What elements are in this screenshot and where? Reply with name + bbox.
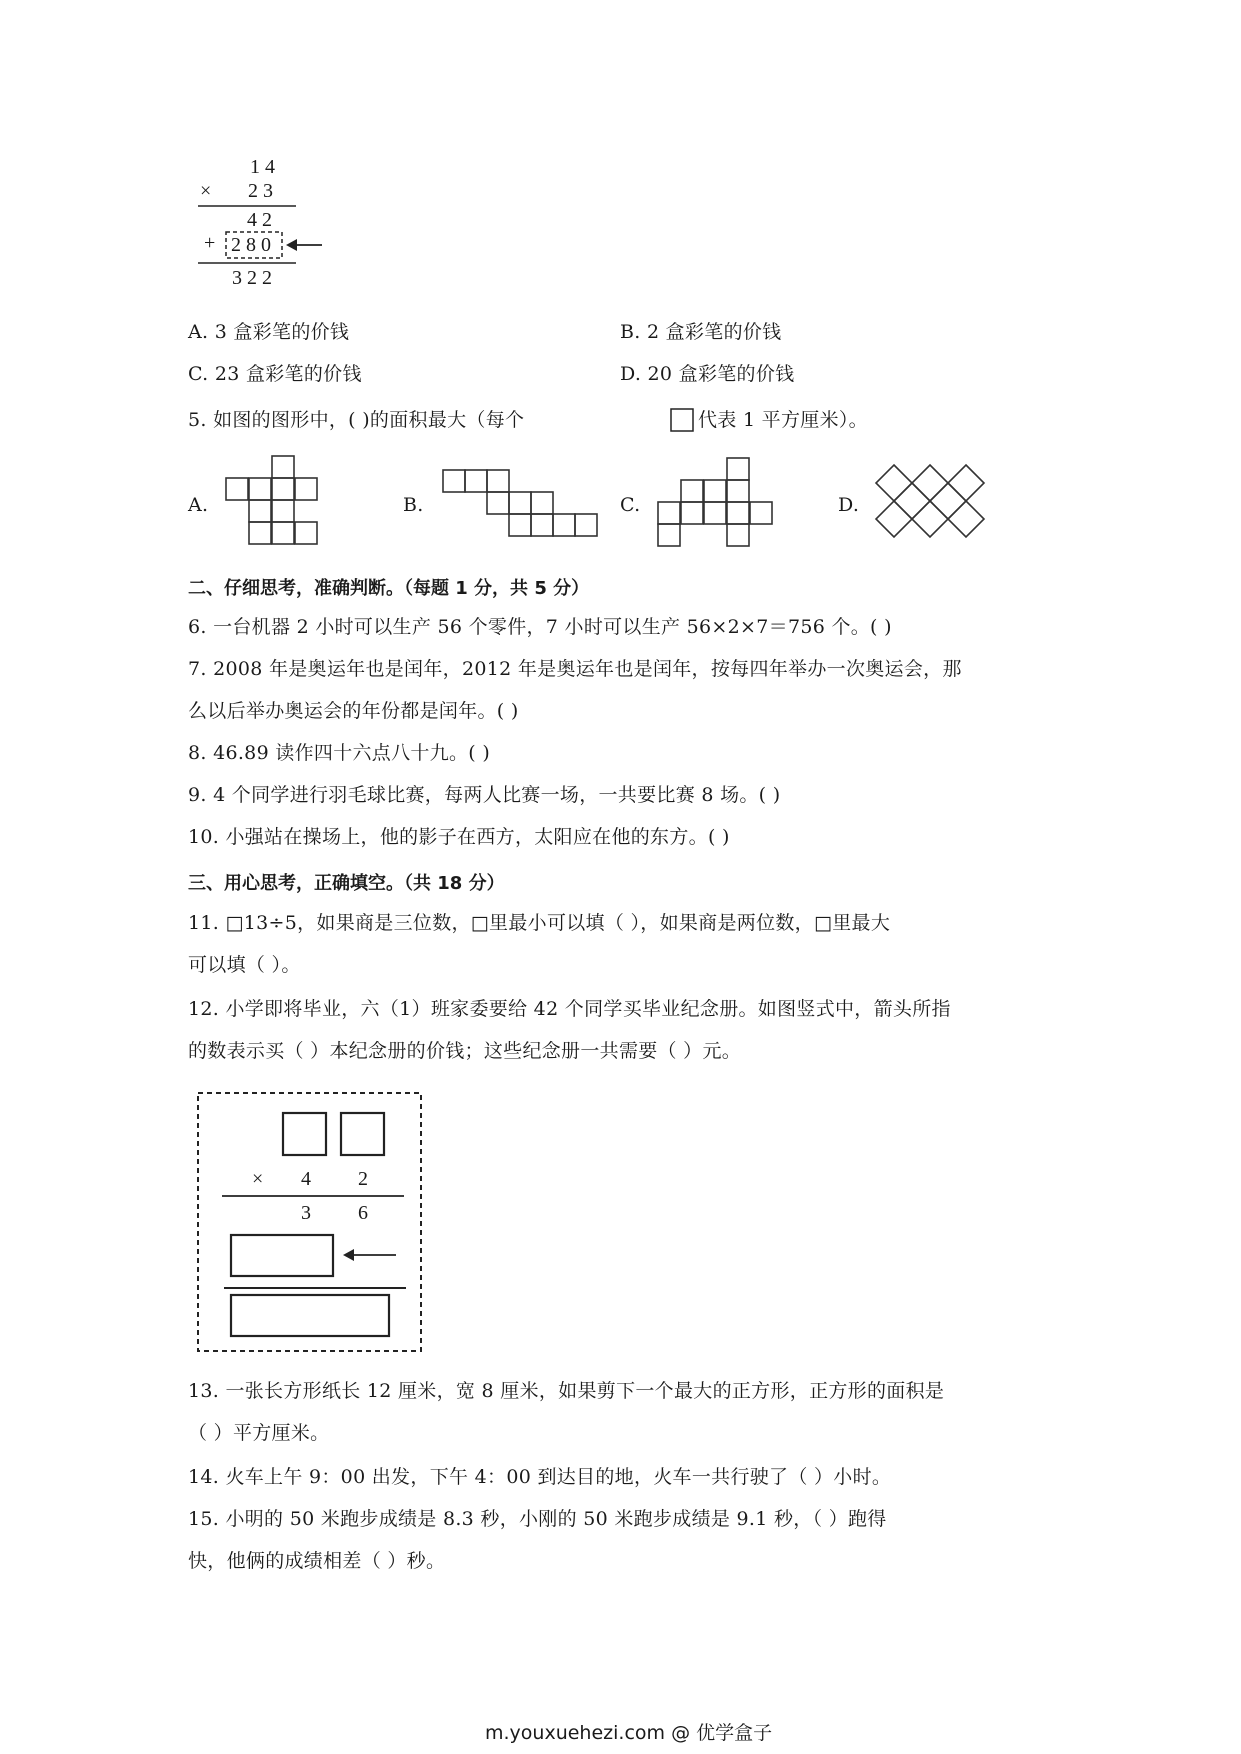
question-13-line-2: （ ）平方厘米。: [188, 1422, 330, 1444]
q4-option-b: B. 2 盒彩笔的价钱: [620, 321, 782, 343]
partial-product-1: 4 2: [247, 209, 272, 231]
q5-option-b-label: B.: [403, 494, 424, 516]
question-6: 6. 一台机器 2 小时可以生产 56 个零件，7 小时可以生产 56×2×7＝756 个。( ): [188, 616, 892, 638]
q5-option-a-label: A.: [188, 494, 209, 516]
question-7-line-1: 7. 2008 年是奥运年也是闰年，2012 年是奥运年也是闰年，按每四年举办一次奥运会，那: [188, 658, 962, 680]
times-sign: ×: [200, 180, 212, 202]
multiplicand: 1 4: [250, 156, 275, 178]
question-12-line-2: 的数表示买（ ）本纪念册的价钱；这些纪念册一共需要（ ）元。: [188, 1040, 742, 1062]
question-15-line-1: 15. 小明的 50 米跑步成绩是 8.3 秒，小刚的 50 米跑步成绩是 9.1 秒，（ ）跑得: [188, 1508, 887, 1530]
question-15-line-2: 快，他俩的成绩相差（ ）秒。: [188, 1550, 446, 1572]
question-11-line-2: 可以填（ ）。: [188, 954, 301, 976]
footer-watermark: m.youxuehezi.com @ 优学盒子: [485, 1722, 773, 1744]
q5-option-c-label: C.: [620, 494, 641, 516]
question-9: 9. 4 个同学进行羽毛球比赛，每两人比赛一场，一共要比赛 8 场。( ): [188, 784, 781, 806]
q4-option-c: C. 23 盒彩笔的价钱: [188, 363, 362, 385]
question-10: 10. 小强站在操场上，他的影子在西方，太阳应在他的东方。( ): [188, 826, 730, 848]
plus-sign: +: [204, 232, 216, 254]
section-3-header: 三、用心思考，正确填空。（共 18 分）: [188, 873, 505, 894]
calc2-partial-digit-2: 6: [358, 1202, 368, 1224]
question-14: 14. 火车上午 9：00 出发，下午 4：00 到达目的地，火车一共行驶了（ ）小时。: [188, 1466, 892, 1488]
multiplier: 2 3: [248, 180, 273, 202]
q4-option-d: D. 20 盒彩笔的价钱: [620, 363, 795, 385]
calc2-multiplier-digit-1: 4: [301, 1168, 311, 1190]
product-result: 3 2 2: [232, 267, 272, 289]
q5-text-after: 代表 1 平方厘米）。: [698, 409, 868, 431]
question-8: 8. 46.89 读作四十六点八十九。( ): [188, 742, 491, 764]
question-13-line-1: 13. 一张长方形纸长 12 厘米，宽 8 厘米，如果剪下一个最大的正方形，正方形的面积是: [188, 1380, 945, 1402]
question-12-line-1: 12. 小学即将毕业，六（1）班家委要给 42 个同学买毕业纪念册。如图竖式中，箭头所指: [188, 998, 951, 1020]
question-7-line-2: 么以后举办奥运会的年份都是闰年。( ): [188, 700, 519, 722]
q4-option-a: A. 3 盒彩笔的价钱: [188, 321, 350, 343]
calc2-times-sign: ×: [252, 1168, 264, 1190]
calc2-multiplier-digit-2: 2: [358, 1168, 368, 1190]
partial-product-2: 2 8 0: [231, 234, 271, 256]
q5-option-d-label: D.: [838, 494, 860, 516]
calc2-partial-digit-1: 3: [301, 1202, 311, 1224]
q5-text-before: 5. 如图的图形中，( )的面积最大（每个: [188, 409, 525, 431]
question-11-line-1: 11. □13÷5，如果商是三位数，□里最小可以填（ ），如果商是两位数，□里最大: [188, 912, 891, 934]
section-2-header: 二、仔细思考，准确判断。（每题 1 分，共 5 分）: [188, 578, 590, 599]
